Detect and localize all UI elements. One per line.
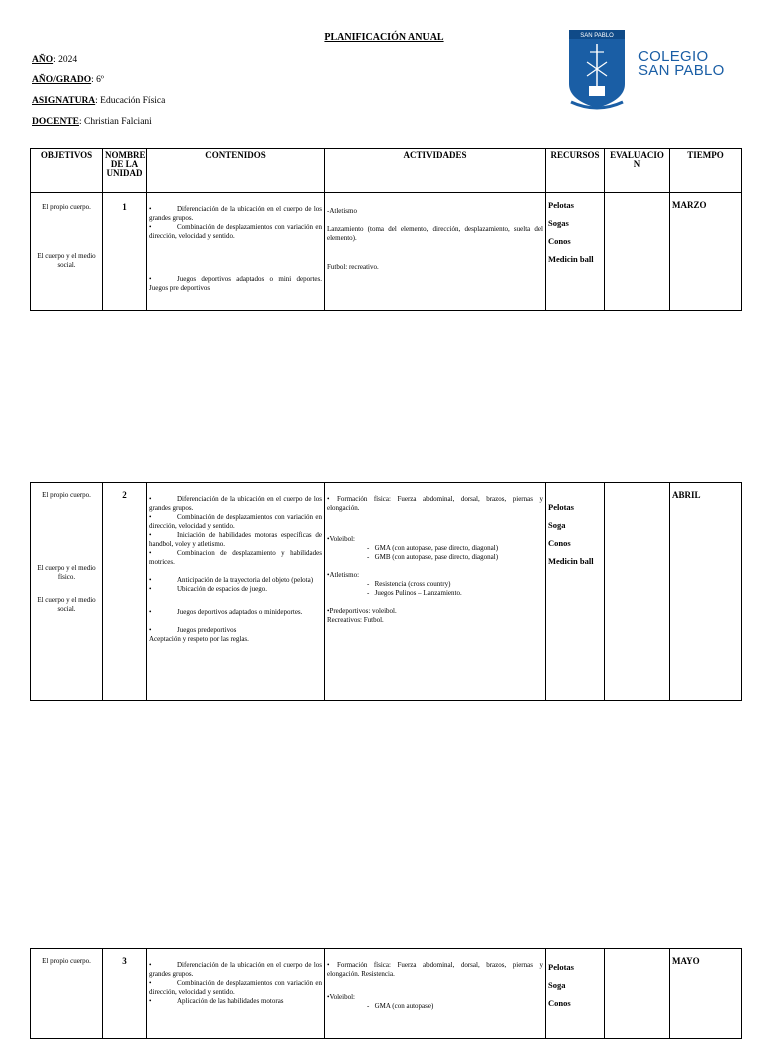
header-evaluacion: EVALUACIO N [605, 149, 670, 193]
activity: Lanzamiento (toma del elemento, dirección, desplazamiento, suelta del elemento). [327, 225, 543, 242]
list-item: • Combinacion de desplazamiento y habilidades motrices. [149, 549, 322, 566]
objective: El cuerpo y el medio físico. [37, 564, 96, 581]
header-recursos: RECURSOS [546, 149, 605, 193]
svg-text:SAN PABLO: SAN PABLO [580, 33, 614, 39]
unit-number: 2 [103, 483, 147, 701]
resources: Pelotas Soga Conos [546, 949, 605, 1039]
list-item: • Iniciación de habilidades motoras específicas de handbol, voley y atletismo. [149, 531, 322, 548]
grade-value: : 6º [91, 75, 104, 85]
header-actividades: ACTIVIDADES [325, 149, 546, 193]
activity: Recreativos: Futbol. [327, 616, 384, 624]
activity: •Voleibol: [327, 535, 355, 543]
list-item: • Diferenciación de la ubicación en el cuerpo de los grandes grupos. [149, 495, 322, 512]
teacher-label: DOCENTE [32, 117, 79, 127]
list-item: • Juegos deportivos adaptados o minideportes. [149, 608, 303, 616]
activity: -Atletismo [327, 207, 357, 215]
list-item: - GMA (con autopase, pase directo, diagonal) [367, 544, 499, 552]
list-item: • Diferenciación de la ubicación en el cuerpo de los grandes grupos. [149, 961, 322, 978]
list-item: • Combinación de desplazamientos con variación en dirección, velocidad y sentido. [149, 223, 322, 240]
activity: • Formación física: Fuerza abdominal, dorsal, brazos, piernas y elongación. Resistencia. [327, 961, 543, 978]
resources: Pelotas Soga Conos Medicin ball [546, 483, 605, 701]
header-tiempo: TIEMPO [670, 149, 742, 193]
school-logo [565, 28, 755, 118]
year-value: : 2024 [53, 55, 78, 65]
evaluation-cell [605, 483, 670, 701]
teacher-line [32, 117, 152, 127]
plan-table-2 [30, 482, 742, 701]
objective: El propio cuerpo. [42, 491, 91, 499]
header-contenidos: CONTENIDOS [147, 149, 325, 193]
activity: • Formación física: Fuerza abdominal, dorsal, brazos, piernas y elongación. [327, 495, 543, 512]
objective: El cuerpo y el medio social. [37, 596, 96, 613]
list-item: • Ubicación de espacios de juego. [149, 585, 267, 593]
list-item: • Diferenciación de la ubicación en el cuerpo de los grandes grupos. [149, 205, 322, 222]
table-row [31, 193, 742, 311]
list-item: Aceptación y respeto por las reglas. [149, 635, 249, 643]
list-item: • Combinación de desplazamientos con variación en dirección, velocidad y sentido. [149, 513, 322, 530]
list-item: - GMB (con autopase, pase directo, diagonal) [367, 553, 499, 561]
activity: •Atletismo: [327, 571, 360, 579]
evaluation-cell [605, 193, 670, 311]
grade-label: AÑO/GRADO [32, 75, 92, 85]
list-item: - Juegos Pulinos – Lanzamiento. [367, 589, 462, 597]
time-value: MAYO [670, 949, 742, 1039]
table-header-row [31, 149, 742, 193]
activity: Futbol: recreativo. [327, 263, 379, 271]
table-row [31, 949, 742, 1039]
list-item: - Resistencia (cross country) [367, 580, 451, 588]
header-objetivos: OBJETIVOS [31, 149, 103, 193]
document-title: PLANIFICACIÓN ANUAL [324, 32, 444, 43]
list-item: • Juegos predeportivos [149, 626, 237, 634]
activity: •Voleibol: [327, 993, 355, 1001]
subject-value: : Educación Física [95, 96, 166, 106]
header-unidad: NOMBRE DE LA UNIDAD [103, 149, 147, 193]
logo-wordmark: COLEGIO SAN PABLO [638, 48, 725, 79]
objective: El propio cuerpo. [42, 957, 91, 965]
plan-table-1 [30, 148, 742, 311]
subject-label: ASIGNATURA [32, 96, 96, 106]
subject-line [32, 96, 165, 106]
time-value: ABRIL [670, 483, 742, 701]
evaluation-cell [605, 949, 670, 1039]
unit-number: 3 [103, 949, 147, 1039]
teacher-value: : Christian Falciani [78, 117, 152, 127]
list-item: • Aplicación de las habilidades motoras [149, 997, 284, 1005]
table-row [31, 483, 742, 701]
objective: El cuerpo y el medio social. [37, 252, 96, 269]
list-item: • Juegos deportivos adaptados o mini deportes. Juegos pre deportivos [149, 275, 322, 292]
list-item: • Anticipación de la trayectoria del objeto (pelota) [149, 576, 314, 584]
grade-line [32, 75, 104, 85]
unit-number: 1 [103, 193, 147, 311]
activity: •Predeportivos: voleibol. [327, 607, 397, 615]
resources: Pelotas Sogas Conos Medicin ball [546, 193, 605, 311]
year-label: AÑO [32, 55, 54, 65]
plan-table-3 [30, 948, 742, 1039]
time-value: MARZO [670, 193, 742, 311]
list-item: - GMA (con autopase) [367, 1002, 434, 1010]
shield-icon [565, 28, 629, 114]
year-line [32, 55, 77, 65]
objective: El propio cuerpo. [42, 203, 91, 211]
list-item: • Combinación de desplazamientos con variación en dirección, velocidad y sentido. [149, 979, 322, 996]
